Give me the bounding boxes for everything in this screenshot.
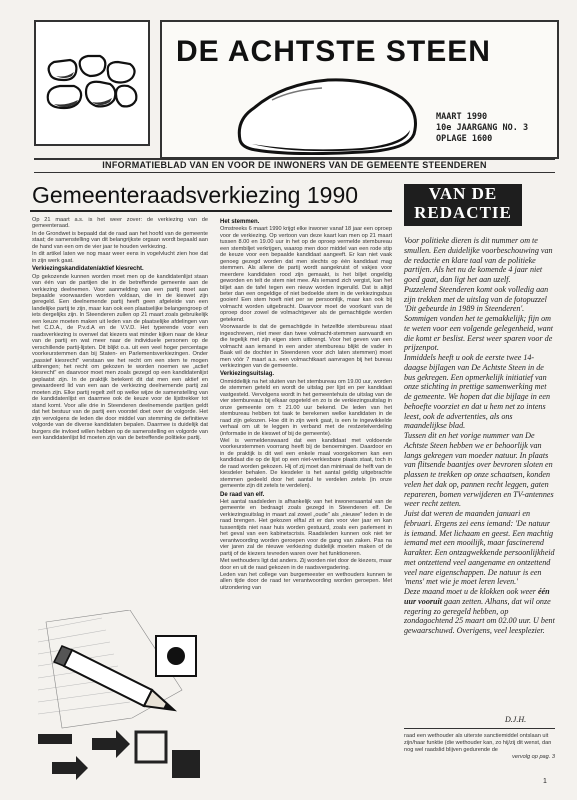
continued-note: vervolg op pag. 3 (512, 754, 555, 760)
paragraph: Wel is vermeldenswaard dat een kandidaat met voldoende voorkeurstemmen voorrang heeft bij de benoemingen. Daardoor en in de praktijk is dit wel een enkele maal voorgekomen kan een kandidaat die op de lijst op een niet-verkiesbare plaats staat, toch in de raad worden gekozen. Hij of zij moet dan minimaal de helft van de kiesdeler behalen. De kiesdeler is het aantal geldig uitgebrachte stemmen gedeeld door het aantal te verdelen zetels (in onze gemeente zijn dit zetels te verdelen). (220, 437, 392, 490)
continued-text (404, 733, 555, 761)
issue-volume: 10e JAARGANG NO. 3 (436, 123, 529, 133)
paragraph: Op 21 maart a.s. is het weer zover: de verkiezing van de gemeenteraad. (32, 217, 208, 230)
paragraph: Met wethouders ligt dat anders. Zij worden niet door de kiezers, maar door en uit de raad gekozen in de raadsvergadering. (220, 558, 392, 571)
divider (30, 210, 392, 212)
editorial-header-line1: VAN DE (428, 184, 498, 203)
section-heading: Het stemmen. (220, 219, 260, 225)
page-number: 1 (543, 778, 547, 785)
issue-date: MAART 1990 (436, 112, 488, 122)
editor-signature: D.J.H. (505, 715, 527, 724)
masthead-title: DE ACHTSTE STEEN (176, 35, 491, 68)
editorial-paragraph: Tussen dit en het vorige nummer van De Achtste Steen hebben we er behoorlijk van langs gekregen van moeder natuur. In plaats van flitsende baantjes over bevroren sloten en plassen te trekken op onze schaatsen, konden velen het dak op, pannen recht leggen, gaten repareren, bomen verwijderen en TV-antennes weer recht zetten. (404, 431, 554, 509)
section-heading: Verkiezingsuitslag. (220, 371, 275, 378)
paragraph: In de Grondwet is bepaald dat de raad aan het hoofd van de gemeente staat; de samenstelling van dit belangrijkste orgaan wordt bepaald aan de hand van een om de vier jaar te houden verkiezing. (32, 230, 208, 250)
editorial-paragraph: Inmiddels heeft u ook de eerste twee 14-daagse bijlagen van De Achtste Steen in de bus gekregen. Een opmerkelijk initiatief van onze stichting in prettige samenwerking met de gemeente. We hopen dat die bijlage in een behoefte voorziet en dat u hem net zo intens leest, ook de advertenties, als ons maandelijkse blad. (404, 353, 551, 431)
paragraph: Voorwaarde is dat de gemachtigde in hetzelfde stembureau staat ingeschreven, niet meer dan twee volmacht-stemmen aanvaardt en die tegelijk met zijn eigen stem uitbrengt. Voor het geven van een volmacht aan iemand in een ander stembureau blijkt de vader in Baak wil de dochter in Steenderen voor zich laten stemmen) moet men vóór 7 maart a.s. een volmachtkaart aanvragen bij het bureau verkiezingen van de gemeente. (220, 324, 392, 369)
paragraph: Leden van het college van burgemeester en wethouders kunnen te allen tijde door de raad ter verantwoording worden geroepen. Met uitzondering van (220, 572, 392, 591)
paragraph: Onmiddellijk na het sluiten van het stembureau om 19.00 uur, worden de stemmen geteld en wordt de uitslag per lijst en per kandidaat vastgesteld. Vervolgens wordt in het gemeentehuis de uitslag van de vier stembureaus bij elkaar opgeteld en zo is de verkiezingsuitslag in onze gemeente om ± 21.00 uur bekend. De leden van het stembureau hebben tot taak te berekenen welke kandidaten in de raad zijn gekozen. Hoe dit in zijn werk gaat, is een te ingewikkelde verhaal om uit te leggen in verband met de restzetelverdeling (informatie in de kieswet of bij de gemeente). (220, 378, 392, 437)
text-run: gaan zetten. Alhans, dat wil onze regering zo geregeld hebben, op zondagochtend 25 maart om 02.00 uur. U bent gewaarschuwd. Overigens, veel leesplezier. (404, 596, 555, 635)
headline: Gemeenteraadsverkiezing 1990 (32, 182, 359, 208)
article-column-1 (32, 217, 208, 442)
emphasis: één uur vooruit (404, 587, 550, 606)
info-bar: INFORMATIEBLAD VAN EN VOOR DE INWONERS VAN DE GEMEENTE STEENDEREN (102, 160, 487, 170)
editorial-paragraph (404, 587, 555, 636)
footer-paragraph: raad een wethouder als uiterste sanctiemiddel ontslaan uit zijn/haar funktie (die wethouder kan, zo hij/zij dit wenst, dan nog wel raadslid blijven gedurende de (404, 733, 552, 753)
divider (34, 172, 555, 173)
editorial-paragraph: Puzzelend Steenderen komt ook volledig aan zijn trekken met de uitslag van de fotopuzzel 'Dit gebeurde in 1989 in Steenderen'. Sommigen vonden het te gemakkelijk; fijn om te weten voor een volgende gelegenheid, want die komt er beslist. Eerst weer sparen voor de prijzenpot. (404, 284, 554, 353)
editorial-header (404, 184, 522, 226)
editorial-paragraph: Voor politieke dieren is dit nummer om te smullen. Een duidelijke voorbeschouwing van de redactie en klare taal van de politieke partijen. Als het nu de komende 4 jaar niet goed gaat, dan ligt het aan uzelf. (404, 236, 553, 284)
pencil-ballot-icon (32, 610, 210, 785)
editorial-paragraph: Juist dat weren de maanden januari en februari. Ergens zei eens iemand: 'De natuur is iemand. Met lichaam en geest. Een machtig iemand met een mooilijk, maar fascinerend karakter. Een ontzagwekkende persoonlijkheid met ontzettend veel aangename en ontzettend veel nare eigenschappen. De natuur is een 'mens' met wie je moet leren leven.' (404, 509, 555, 587)
divider (404, 728, 555, 729)
paragraph: Het aantal raadsleden is afhankelijk van het inwonersaantal van de gemeente en bedraagt zoals gezegd in Steenderen elf. De verkiezingsuitslag in maart zal zowel „oude" als „nieuwe" leden in de raad brengen. Het gekozen elftal zit er dan voor vier jaar en kan tussentijds niet naar huis worden gestuurd, zoals een parlement in het geval van een kabinetscrisis. Raadsleden kunnen ook niet ter verantwoording worden geroepen voor de gang van zaken. Pas na vier jaren zal de nieuwe verkiezing duidelijk moeten maken of de partij of de kiezers tevreden waren over het funktioneren. (220, 499, 392, 557)
section-heading: De raad van elf. (220, 491, 265, 498)
text-run: Deze maand moet u de klokken ook weer (404, 587, 538, 596)
paragraph: Omstreeks 6 maart 1990 krijgt elke inwoner vanaf 18 jaar een oproep voor de verkiezing. Op vertoon van deze kaart kan men op 21 maart tussen 8.00 en 19.00 uur in het op de oproep vermelde stembureau een stembiljet verkrijgen, waarop men door middel van een rode stip de keuze voor een bepaalde kandidaat aangeeft. Er kan niet vaak genoeg gezegd worden dat men slechts op één kandidaat mag stemmen. Als allene de partij wordt aangekruist of vakjes voor meerdere kandidaten rood zijn gemaakt, is het biljet ongeldig geworden en telt de stem niet mee. Als iemand zich vergist, kan het biljet aan de tafel tegen een nieuw worden ingeruild. Dat is altijd beter dan een ongeldige of niet bedoelde stem in de verkiezingsbus gooien! Een stem hoeft niet per se persoonlijk, maar kan ook bij volmacht worden uitgebracht. Daarvoor moet de voorkant van de oproep door zowel de volmachtgever als de gemachtigde worden getekend. (220, 226, 392, 323)
boulder-icon (232, 70, 422, 155)
editorial-header-line2: REDACTIE (414, 203, 512, 222)
issue-circulation: OPLAGE 1600 (436, 134, 493, 144)
paragraph: Op gekozende kunnen worden moet men op de kandidatenlijst staan van één van de partijen die in de betreffende gemeente aan de verkiezing deelnemen. Voor aanmelding van een partij moet aan bepaalde voorwaarden worden voldaan, die in de kieswet zijn geregeld. Een deelnemende partij heeft geen afgeleide van een landelijke partij te zijn, maar kan ook een plaatselijke belangengroep of iets dergelijks zijn. In Steenderen zullen op 21 maart zoals gebruikelijk een keuze moeten maken uit leden van de plaatselijke afdelingen van het C.D.A., de P.v.d.A en de V.V.D. Het typerende voor een raadsverkiezing is overwel dat kiezers wat minder kijken naar de kleur van de partij en wat meer naar de individuele personen op de verschillende partij-lijsten. Dit blijkt o.a. uit een veel hoger percentage voorkeurstemmen dan bij Staten- en Parlementsverkiezingen. Onder „passief kiesrecht" verstaan we het recht om een stem te mogen uitbrengen; het recht om gekozen te worden noemen we „actief kiesrecht" en daarvoor moet men zoals gezegd op een kandidatenlijst geplaatst zijn. In de praktijk betekent dit dat men een aktief en gewaardeerd lid van een aan de verkiezing deelnemende partij zal moeten zijn. Elke partij regelt zelf op welke wijze de samenstelling van de kandidatenlijst en daarmee ook de keuze voor de lijsttrekker tot stand komt. Voor alle drie in Steenderen deelnemende partijen geldt dat het bestuur van de partij een voorstel doet over de volgorde. Het zijn vervolgens de leden die door middel van stemming de definitieve volgorde van de diverse kandidaten bepalen. Daarmee is duidelijk dat burgers die invloed willen hebben op de samenstelling en volgorde van een kandidatenlijst lid moeten zijn van de betreffende politieke partij. (32, 273, 208, 441)
issue-info (436, 112, 528, 145)
article-column-2 (220, 217, 392, 592)
stones-logo-icon (34, 20, 150, 146)
section-heading: Verkiezingskandidaten/aktief kiesrecht. (32, 266, 144, 273)
editorial-column (404, 236, 555, 636)
paragraph: In dit artikel laten we nog maar weer eens in vogelvlucht zien hoe dat in zijn werk gaat. (32, 251, 208, 264)
